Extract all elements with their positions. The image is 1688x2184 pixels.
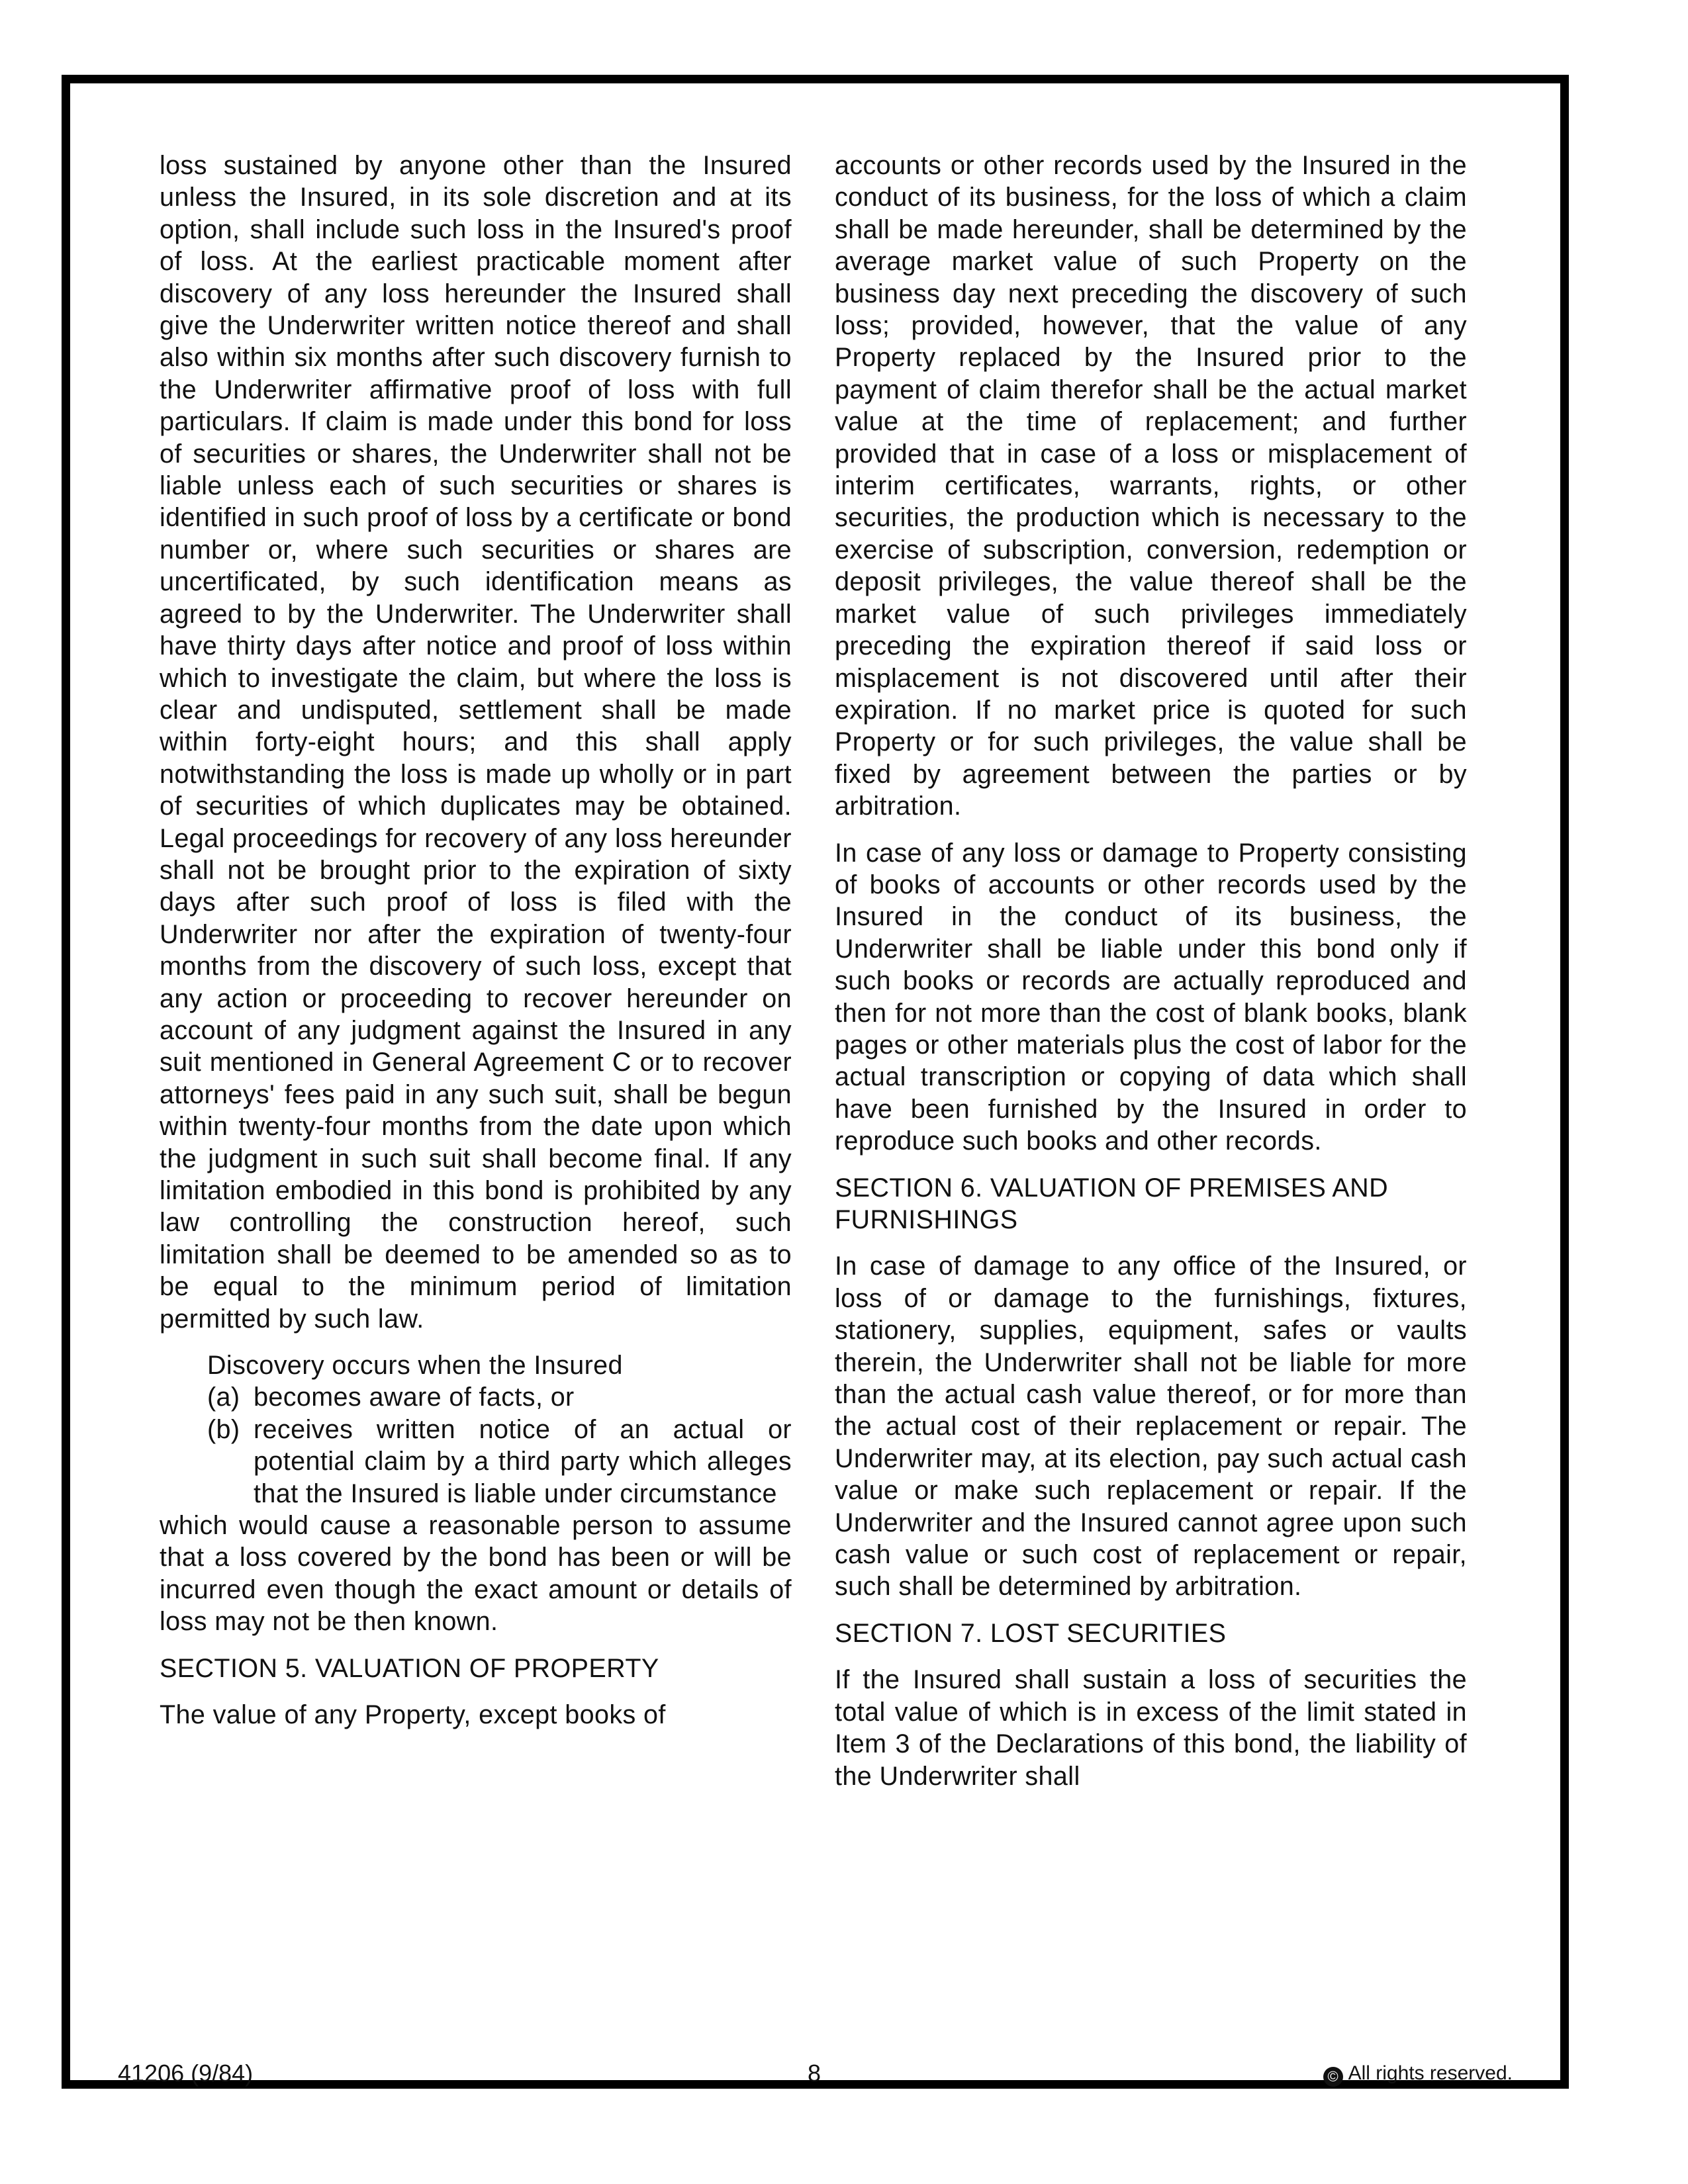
discovery-item-b-text: receives written notice of an actual or potential claim by a third party which alleges that the Insured is liable under circumstance [254, 1414, 792, 1508]
copyright-notice [1323, 2060, 1513, 2087]
section5-continuation-paragraph: accounts or other records used by the Insured in the conduct of its business, for the loss of which a claim shall be made hereunder, shall be determined by the average market value of such Property on the business day next preceding the discovery of such loss; provided, however, that the value of any Property replaced by the Insured prior to the payment of claim therefor shall be the actual market value at the time of replacement; and further provided that in case of a loss or misplacement of interim certificates, warrants, rights, or other securities, the production which is necessary to the exercise of subscription, conversion, redemption or deposit privileges, the value thereof shall be the market value of such privileges immediately preceding the expiration thereof if said loss or misplacement is not discovered until after their expiration. If no market price is quoted for such Property or for such privileges, the value shall be fixed by agreement between the parties or by arbitration. [835, 151, 1467, 821]
discovery-item-b-label: (b) [207, 1414, 240, 1444]
page-number: 8 [808, 2060, 821, 2087]
copyright-text: All rights reserved. [1348, 2062, 1513, 2084]
right-column [835, 150, 1467, 1792]
section5-books-paragraph: In case of any loss or damage to Property consisting of books of accounts or other records used by the Insured in the conduct of its business, the Underwriter shall be liable under this bond only if such books or records are actually reproduced and then for not more than the cost of blank books, blank pages or other materials plus the cost of labor for the actual transcription or copying of data which shall have been furnished by the Insured in order to reproduce such books and other records. [835, 838, 1467, 1156]
section7-paragraph: If the Insured shall sustain a loss of securities the total value of which is in excess of the limit stated in Item 3 of the Declarations of this bond, the liability of the Underwriter shall [835, 1665, 1467, 1791]
discovery-item-a-label: (a) [207, 1383, 240, 1412]
discovery-item-a [160, 1381, 792, 1413]
section5-start-paragraph: The value of any Property, except books of [160, 1700, 666, 1730]
section6-paragraph: In case of damage to any office of the Insured, or loss of or damage to the furnishings, fixtures, stationery, supplies, equipment, safes or vaults therein, the Underwriter shall not be liable for more than the actual cash value thereof, or for more than the actual cost of their replacement or repair. The Underwriter may, at its election, pay such actual cash value or make such replacement or repair. If the Underwriter and the Insured cannot agree upon such cash value or such cost of replacement or repair, such shall be determined by arbitration. [835, 1251, 1467, 1602]
left-column [160, 150, 792, 1731]
loss-notice-paragraph: loss sustained by anyone other than the Insured unless the Insured, in its sole discretion and at its option, shall include such loss in the Insured's proof of loss. At the earliest practicable moment after discovery of any loss hereunder the Insured shall give the Underwriter written notice thereof and shall also within six months after such discovery furnish to the Underwriter affirmative proof of loss with full particulars. If claim is made under this bond for loss of securities or shares, the Underwriter shall not be liable unless each of such securities or shares is identified in such proof of loss by a certificate or bond number or, where such securities or shares are uncertificated, by such identification means as agreed to by the Underwriter. The Underwriter shall have thirty days after notice and proof of loss within which to investigate the claim, but where the loss is clear and undisputed, settlement shall be made within forty-eight hours; and this shall apply notwithstanding the loss is made up wholly or in part of securities of which duplicates may be obtained. Legal proceedings for recovery of any loss hereunder shall not be brought prior to the expiration of sixty days after such proof of loss is filed with the Underwriter nor after the expiration of twenty-four months from the discovery of such loss, except that any action or proceeding to recover hereunder on account of any judgment against the Insured in any suit mentioned in General Agreement C or to recover attorneys' fees paid in any such suit, shall be begun within twenty-four months from the date upon which the judgment in such suit shall become final. If any limitation embodied in this bond is prohibited by any law controlling the construction hereof, such limitation shall be deemed to be amended so as to be equal to the minimum period of limitation permitted by such law. [160, 151, 792, 1334]
form-number: 41206 (9/84) [118, 2060, 254, 2087]
copyright-icon: © [1323, 2067, 1343, 2087]
section7-heading: SECTION 7. LOST SECURITIES [835, 1618, 1227, 1648]
discovery-intro: Discovery occurs when the Insured [207, 1351, 623, 1381]
section6-heading: SECTION 6. VALUATION OF PREMISES AND FURNISHINGS [835, 1173, 1389, 1234]
discovery-definition [160, 1349, 792, 1638]
discovery-item-a-text: becomes aware of facts, or [254, 1383, 575, 1412]
discovery-tail: which would cause a reasonable person to assume that a loss covered by the bond has been or will be incurred even though the exact amount or details of loss may not be then known. [160, 1511, 792, 1637]
page-frame [62, 75, 1569, 2089]
discovery-item-b [160, 1414, 792, 1510]
section5-heading: SECTION 5. VALUATION OF PROPERTY [160, 1653, 659, 1683]
